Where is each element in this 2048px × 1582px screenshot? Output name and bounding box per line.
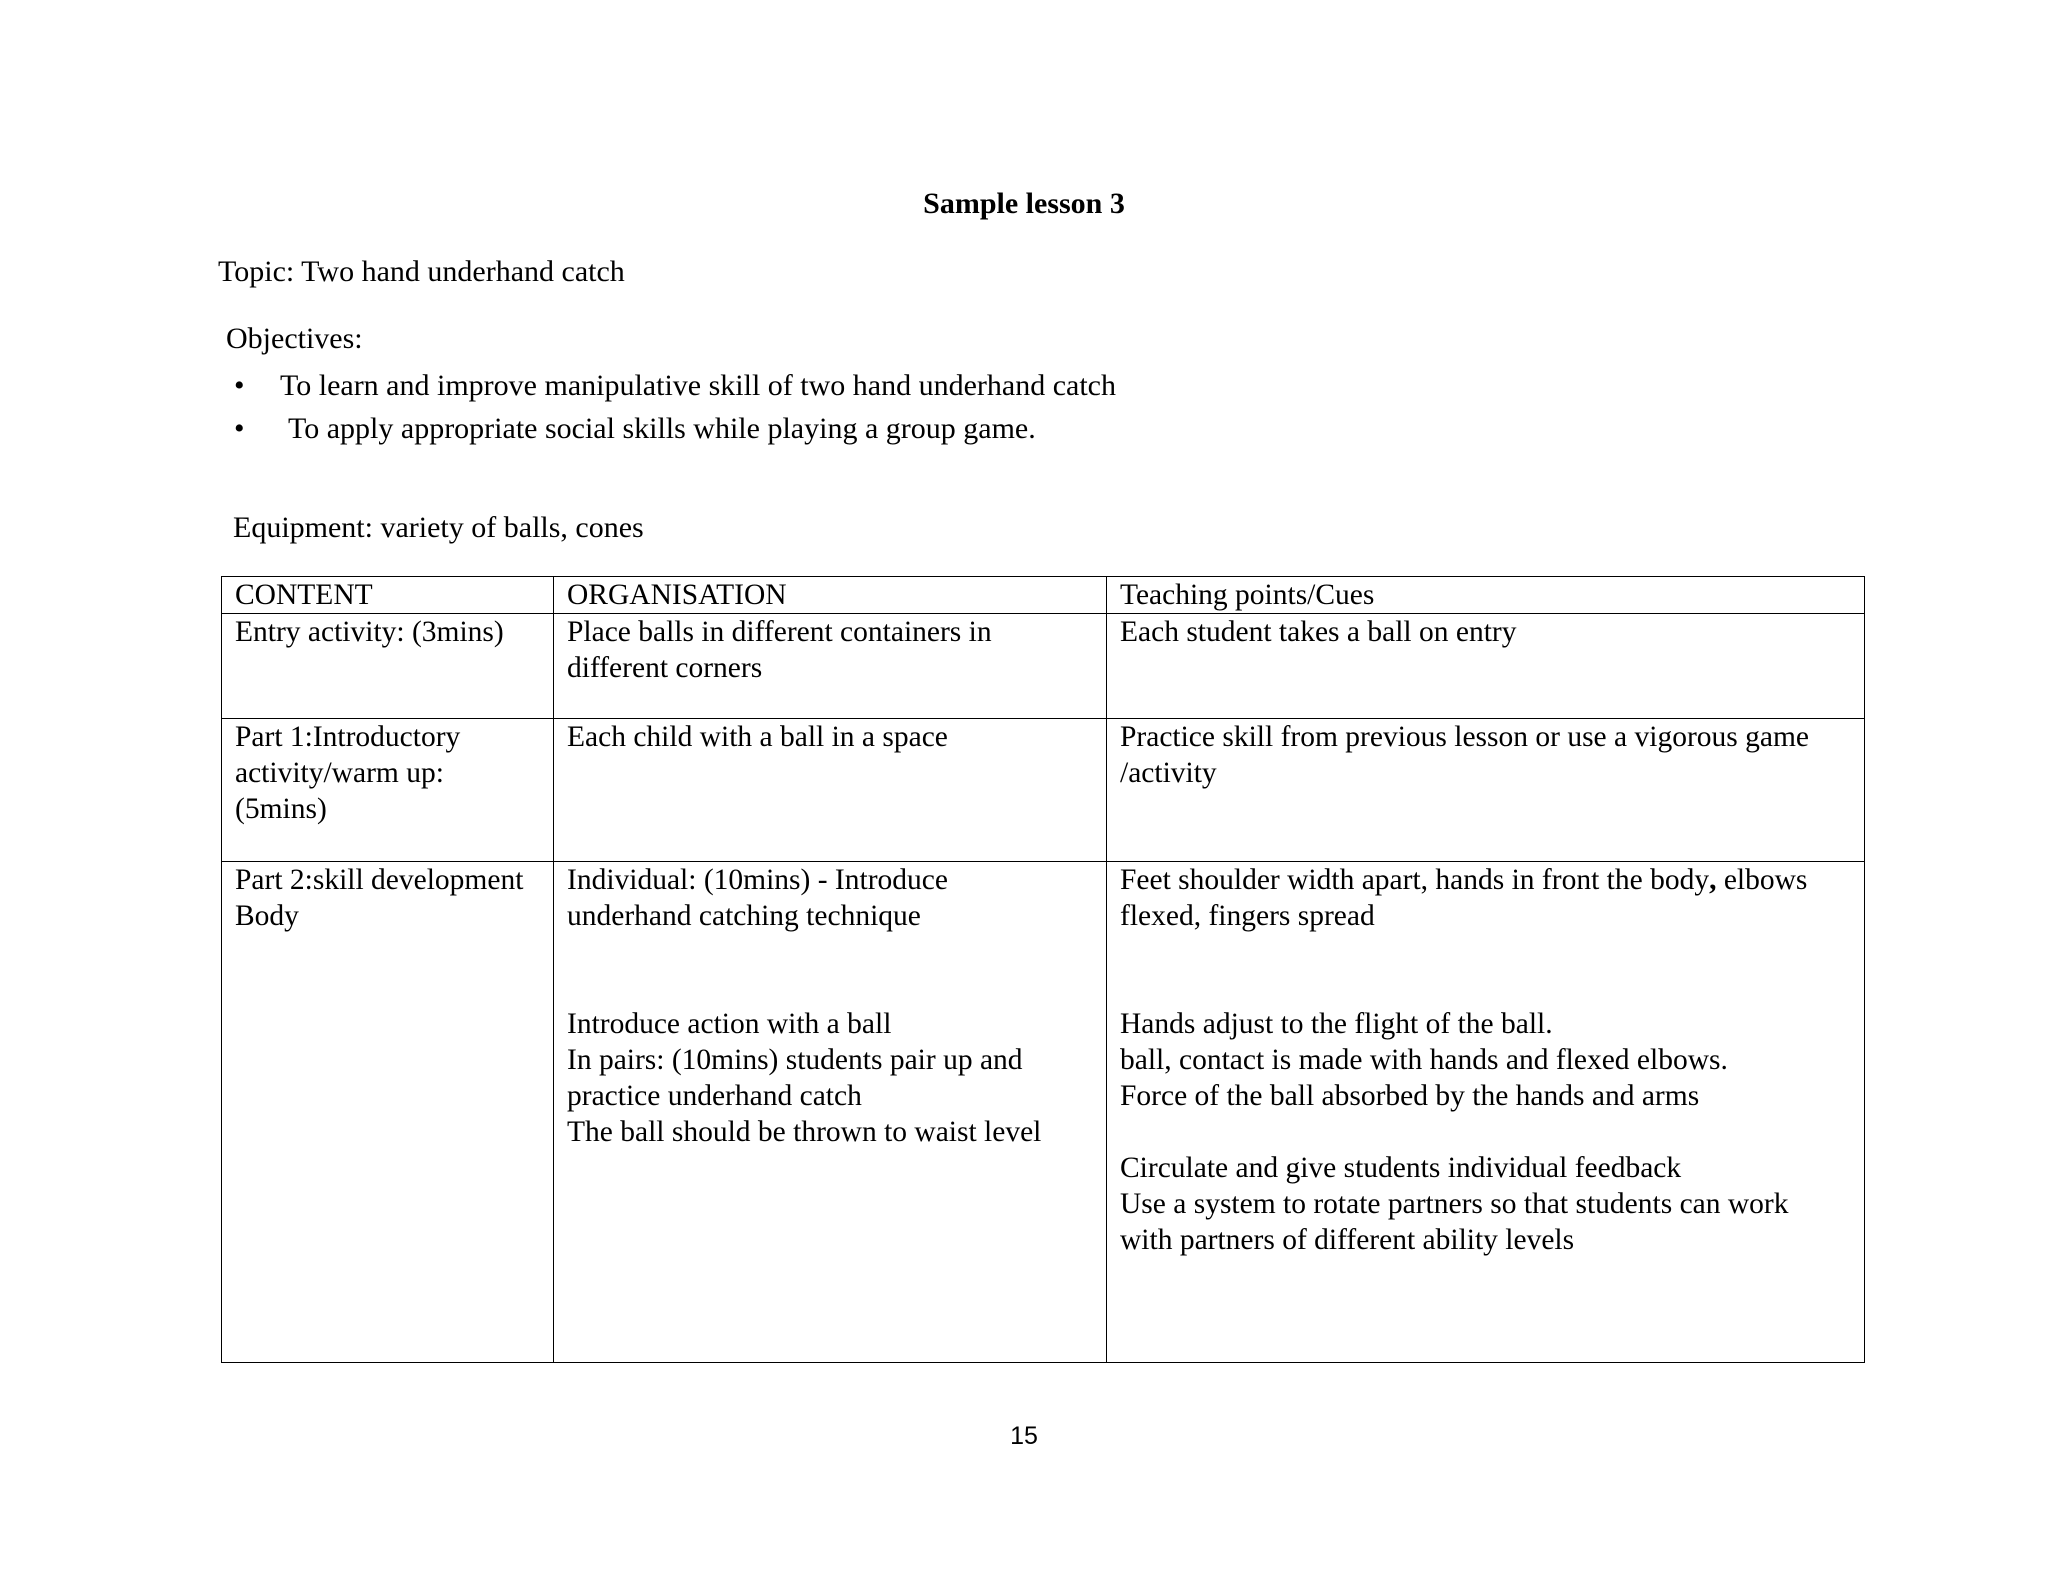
- content-cell: [222, 862, 554, 1363]
- header-organisation: ORGANISATION: [554, 577, 1107, 614]
- cell-text: underhand catching technique: [567, 900, 921, 932]
- objective-text: To apply appropriate social skills while playing a group game.: [288, 412, 1036, 445]
- objective-item: [226, 407, 1116, 450]
- content-cell: [222, 719, 554, 862]
- cell-text: Hands adjust to the flight of the ball.: [1120, 1008, 1553, 1040]
- cell-text-part: Feet shoulder width apart, hands in front the body: [1120, 864, 1710, 896]
- cell-text: practice underhand catch: [567, 1080, 862, 1112]
- cell-text: Introduce action with a ball: [567, 1008, 892, 1040]
- bold-comma: ,: [1709, 864, 1717, 896]
- cell-text: The ball should be thrown to waist level: [567, 1116, 1042, 1148]
- cell-text: (5mins): [235, 793, 327, 825]
- cell-text: Force of the ball absorbed by the hands and arms: [1120, 1080, 1700, 1112]
- objectives-list: [226, 364, 1116, 450]
- organisation-cell: [554, 719, 1107, 862]
- content-cell: [222, 614, 554, 719]
- cell-text: Use a system to rotate partners so that students can work: [1120, 1188, 1789, 1220]
- cell-text: Practice skill from previous lesson or use a vigorous game: [1120, 721, 1810, 753]
- cell-text: Each student takes a ball on entry: [1120, 616, 1517, 648]
- spacer: [1120, 934, 1852, 1006]
- spacer: [1120, 1114, 1852, 1150]
- cell-text: Circulate and give students individual feedback: [1120, 1152, 1682, 1184]
- organisation-cell: [554, 614, 1107, 719]
- cell-text: different corners: [567, 652, 763, 684]
- cues-cell: [1107, 719, 1865, 862]
- cell-text: Entry activity: (3mins): [235, 616, 504, 648]
- cell-text: Body: [235, 900, 299, 932]
- cell-text: Place balls in different containers in: [567, 616, 992, 648]
- cell-text: /activity: [1120, 757, 1217, 789]
- cell-text-part: elbows: [1716, 864, 1808, 896]
- table-row: [222, 862, 1865, 1363]
- cell-text: flexed, fingers spread: [1120, 900, 1375, 932]
- spacer: [567, 934, 1094, 1006]
- bullet-icon: •: [234, 412, 245, 445]
- cell-text: Part 1:Introductory: [235, 721, 461, 753]
- objective-text: To learn and improve manipulative skill of two hand underhand catch: [280, 369, 1116, 402]
- cell-text: activity/warm up:: [235, 757, 444, 789]
- topic-line: Topic: Two hand underhand catch: [218, 255, 625, 288]
- cell-text: with partners of different ability levels: [1120, 1224, 1575, 1256]
- cell-text: Part 2:skill development: [235, 864, 524, 896]
- cell-text: [1120, 862, 1852, 898]
- table-row: [222, 719, 1865, 862]
- bullet-icon: •: [234, 369, 245, 402]
- lesson-plan-table: [221, 576, 1865, 1363]
- cues-cell: [1107, 614, 1865, 719]
- table-row: [222, 614, 1865, 719]
- page-title: Sample lesson 3: [923, 187, 1125, 220]
- equipment-line: Equipment: variety of balls, cones: [233, 511, 644, 544]
- page-number: 15: [1010, 1422, 1038, 1450]
- cell-text: In pairs: (10mins) students pair up and: [567, 1044, 1023, 1076]
- header-content: CONTENT: [222, 577, 554, 614]
- objectives-heading: Objectives:: [226, 322, 363, 355]
- table-header-row: [222, 577, 1865, 614]
- cell-text: Each child with a ball in a space: [567, 721, 948, 753]
- cell-text: Individual: (10mins) - Introduce: [567, 864, 948, 896]
- objective-item: [226, 364, 1116, 407]
- cell-text: ball, contact is made with hands and flexed elbows.: [1120, 1044, 1728, 1076]
- header-teaching-points: Teaching points/Cues: [1107, 577, 1865, 614]
- organisation-cell: [554, 862, 1107, 1363]
- cues-cell: [1107, 862, 1865, 1363]
